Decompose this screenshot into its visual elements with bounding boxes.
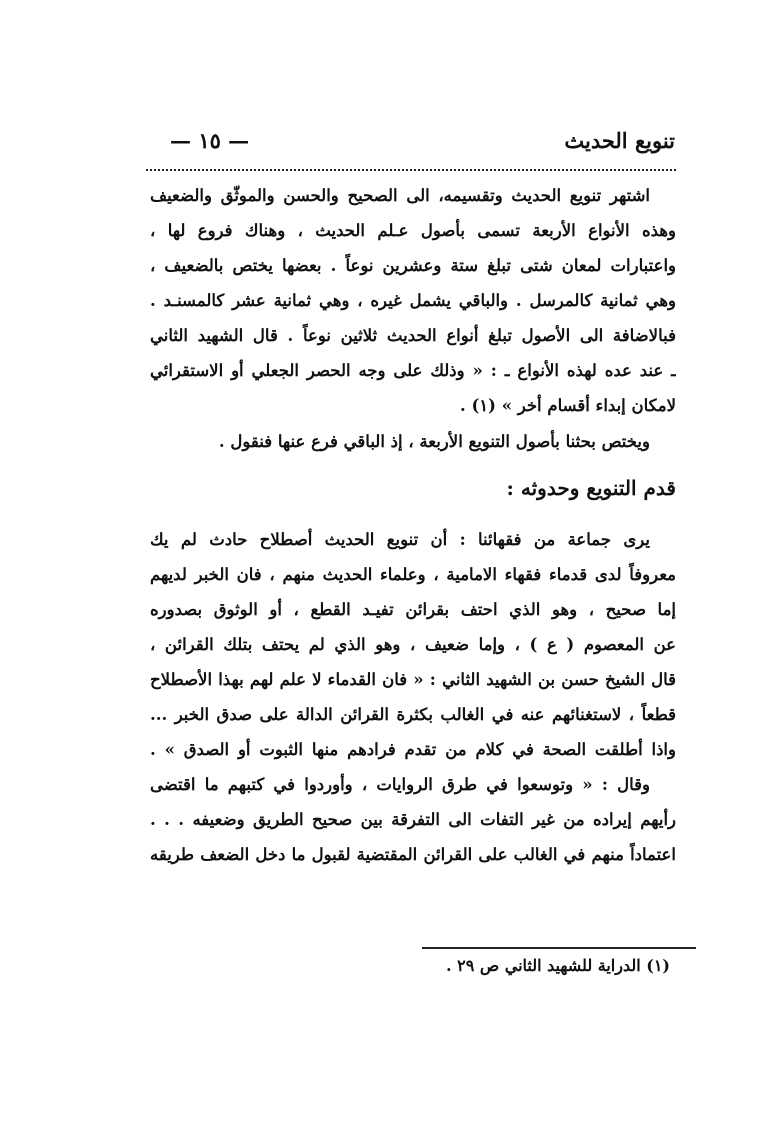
running-head: تنويع الحديث	[564, 128, 675, 153]
text-line: رأيهم إيراده من غير التفات الى التفرقة بين صحيح الطريق وضعيفه . . .	[150, 810, 676, 829]
text-line: ـ عند عده لهذه الأنواع ـ : « وذلك على وجه الحصر الجعلي أو الاستقرائي	[150, 361, 676, 380]
text-line: اعتماداً منهم في الغالب على القرائن المقتضية لقبول ما دخل الضعف طريقه	[150, 845, 676, 864]
text-line: فبالاضافة الى الأصول تبلغ أنواع الحديث ثلاثين نوعاً . قال الشهيد الثاني	[150, 326, 676, 345]
text-line: يرى جماعة من فقهائنا : أن تنويع الحديث أصطلاح حادث لم يك	[150, 530, 650, 549]
section-heading: قدم التنويع وحدوثه :	[506, 476, 676, 500]
paragraph-2	[150, 424, 676, 459]
text-line: وقال : « وتوسعوا في طرق الروايات ، وأوردوا في كتبهم ما اقتضى	[150, 775, 650, 794]
text-line: واذا أطلقت الصحة في كلام من تقدم فرادهم منها الثبوت أو الصدق » .	[150, 740, 676, 759]
text-line: عن المعصوم ( ع ) ، وإما ضعيف ، وهو الذي لم يحتف بتلك القرائن ،	[150, 635, 676, 654]
header-dotted-rule	[146, 169, 676, 171]
paragraph-3	[150, 522, 676, 872]
text-line: معروفاً لدى قدماء فقهاء الامامية ، وعلماء الحديث منهم ، فان الخبر لديهم	[150, 565, 676, 584]
footnote: (١) الدراية للشهيد الثاني ص ٢٩ .	[445, 956, 670, 975]
text-line: وهي ثمانية كالمرسل . والباقي يشمل غيره ، وهي ثمانية عشر كالمسنـد .	[150, 291, 676, 310]
footnote-rule	[422, 947, 696, 949]
text-line: لامكان إبداء أقسام أخر » (١) .	[459, 396, 676, 415]
text-line: قال الشيخ حسن بن الشهيد الثاني : « فان القدماء لا علم لهم بهذا الأصطلاح	[150, 670, 676, 689]
text-line: إما صحيح ، وهو الذي احتف بقرائن تفيـد القطع ، أو الوثوق بصدوره	[150, 600, 676, 619]
text-line: ويختص بحثنا بأصول التنويع الأربعة ، إذ الباقي فرع عنها فنقول .	[218, 432, 650, 451]
text-line: اشتهر تنويع الحديث وتقسيمه، الى الصحيح والحسن والموثّق والضعيف	[150, 186, 650, 205]
text-line: واعتبارات لمعان شتى تبلغ ستة وعشرين نوعاً . بعضها يختص بالضعيف ،	[150, 256, 676, 275]
text-line: قطعاً ، لاستغنائهم عنه في الغالب بكثرة القرائن الدالة على صدق الخبر ...	[150, 705, 676, 724]
page-header	[150, 128, 675, 164]
paragraph-1	[150, 178, 676, 423]
text-line: وهذه الأنواع الأربعة تسمى بأصول عـلم الحديث ، وهناك فروع لها ،	[150, 221, 676, 240]
page-number: — ١٥ —	[170, 128, 250, 153]
